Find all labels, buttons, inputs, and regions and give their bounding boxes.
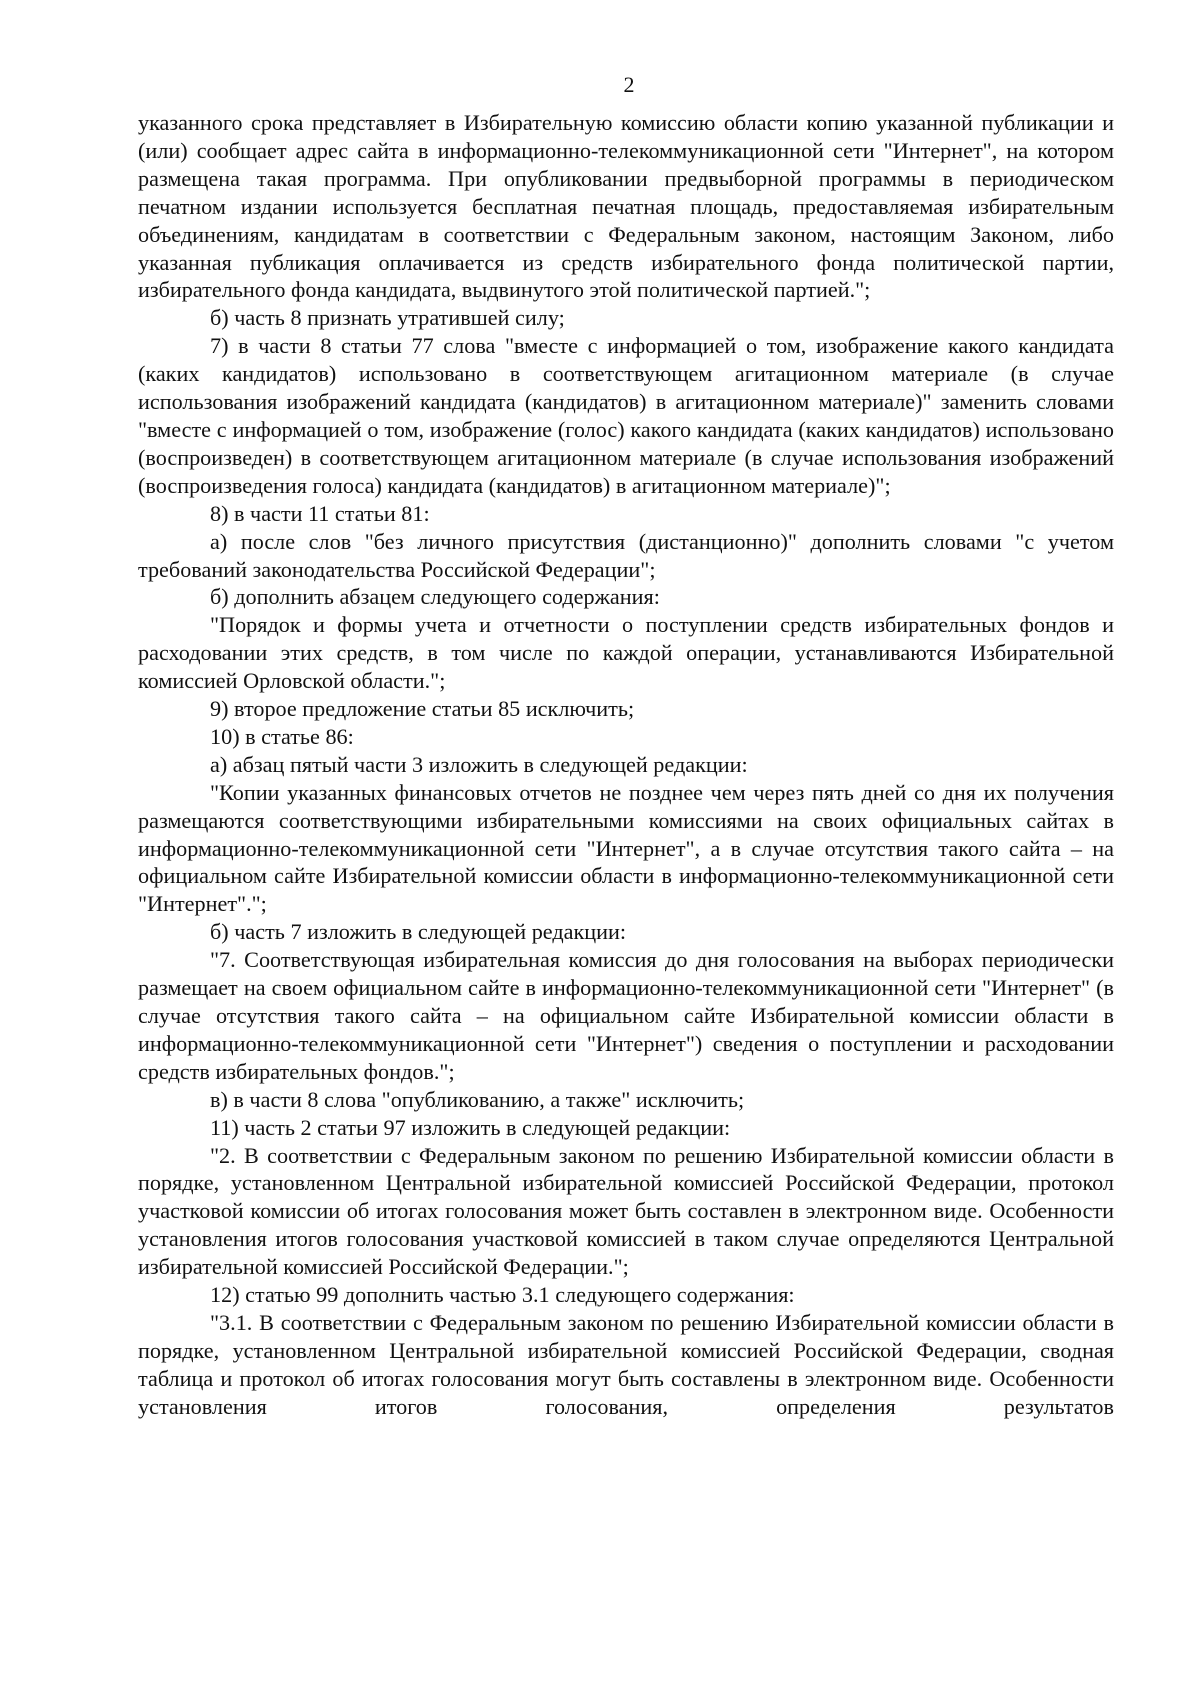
- paragraph-item-10b: б) часть 7 изложить в следующей редакции:: [210, 919, 627, 945]
- paragraph-quote-8b: "Порядок и формы учета и отчетности о поступлении средств избирательных фондов и расходовании этих средств, в том числе по каждой операции, устанавливаются Избирательной комиссией Орловской области.";: [138, 612, 1114, 694]
- paragraph-quote-12: "3.1. В соответствии с Федеральным законом по решению Избирательной комиссии области в порядке, установленном Центральной избирательной комиссией Российской Федерации, сводная таблица и протокол об итогах голосования могут быть составлены в электронном виде. Особенности установления итогов голосования, определения результатов: [138, 1309, 1114, 1419]
- paragraph-item-11: 11) часть 2 статьи 97 изложить в следующей редакции:: [210, 1114, 731, 1140]
- paragraph-item-8a: а) после слов "без личного присутствия (дистанционно)" дополнить словами "с учетом требований законодательства Российской Федерации";: [138, 528, 1114, 582]
- paragraph-quote-10b: "7. Соответствующая избирательная комиссия до дня голосования на выборах периодически размещает на своем официальном сайте в информационно-телекоммуникационной сети "Интернет" (в случае отсутствия такого сайта – на официальном сайте Избирательной комиссии области в информационно-телекоммуникационной сети "Интернет") сведения о поступлении и расходовании средств избирательных фондов.";: [138, 947, 1114, 1084]
- paragraph-item-10a: а) абзац пятый части 3 изложить в следующей редакции:: [210, 751, 748, 777]
- paragraph-item-10v: в) в части 8 слова "опубликованию, а также" исключить;: [210, 1086, 745, 1112]
- paragraph-item-12: 12) статью 99 дополнить частью 3.1 следующего содержания:: [210, 1282, 795, 1308]
- paragraph-item-7: 7) в части 8 статьи 77 слова "вместе с информацией о том, изображение какого кандидата (каких кандидатов) использовано в соответствующем агитационном материале (в случае использования изображений кандидата (кандидатов) в агитационном материале)" заменить словами "вместе с информацией о том, изображение (голос) какого кандидата (каких кандидатов) использовано (воспроизведен) в соответствующем агитационном материале (в случае использования изображений (воспроизведения голоса) кандидата (кандидатов) в агитационном материале)";: [138, 333, 1114, 498]
- paragraph-item-6b: б) часть 8 признать утратившей силу;: [210, 305, 565, 331]
- paragraph-item-9: 9) второе предложение статьи 85 исключить;: [210, 696, 635, 722]
- paragraph-continuation: указанного срока представляет в Избирательную комиссию области копию указанной публикации и (или) сообщает адрес сайта в информационно-телекоммуникационной сети "Интернет", на котором размещена такая программа. При опубликовании предвыборной программы в периодическом печатном издании используется бесплатная печатная площадь, предоставляемая избирательным объединениям, кандидатам в соответствии с Федеральным законом, настоящим Законом, либо указанная публикация оплачивается из средств избирательного фонда политической партии, избирательного фонда кандидата, выдвинутого этой политической партией.";: [138, 110, 1114, 303]
- paragraph-item-8: 8) в части 11 статьи 81:: [210, 500, 430, 526]
- paragraph-quote-10a: "Копии указанных финансовых отчетов не позднее чем через пять дней со дня их получения размещаются соответствующими избирательными комиссиями на своих официальных сайтах в информационно-телекоммуникационной сети "Интернет", а в случае отсутствия такого сайта – на официальном сайте Избирательной комиссии области в информационно-телекоммуникационной сети "Интернет".";: [138, 779, 1114, 917]
- document-body: [138, 109, 1114, 1421]
- paragraph-item-10: 10) в статье 86:: [210, 723, 354, 749]
- paragraph-quote-11: "2. В соответствии с Федеральным законом по решению Избирательной комиссии области в порядке, установленном Центральной избирательной комиссией Российской Федерации, протокол участковой комиссии об итогах голосования может быть составлен в электронном виде. Особенности установления итогов голосования участковой комиссией в таком случае определяются Центральной избирательной комиссией Российской Федерации.";: [138, 1142, 1114, 1280]
- paragraph-item-8b: б) дополнить абзацем следующего содержания:: [210, 584, 660, 610]
- page-number: 2: [623, 72, 635, 97]
